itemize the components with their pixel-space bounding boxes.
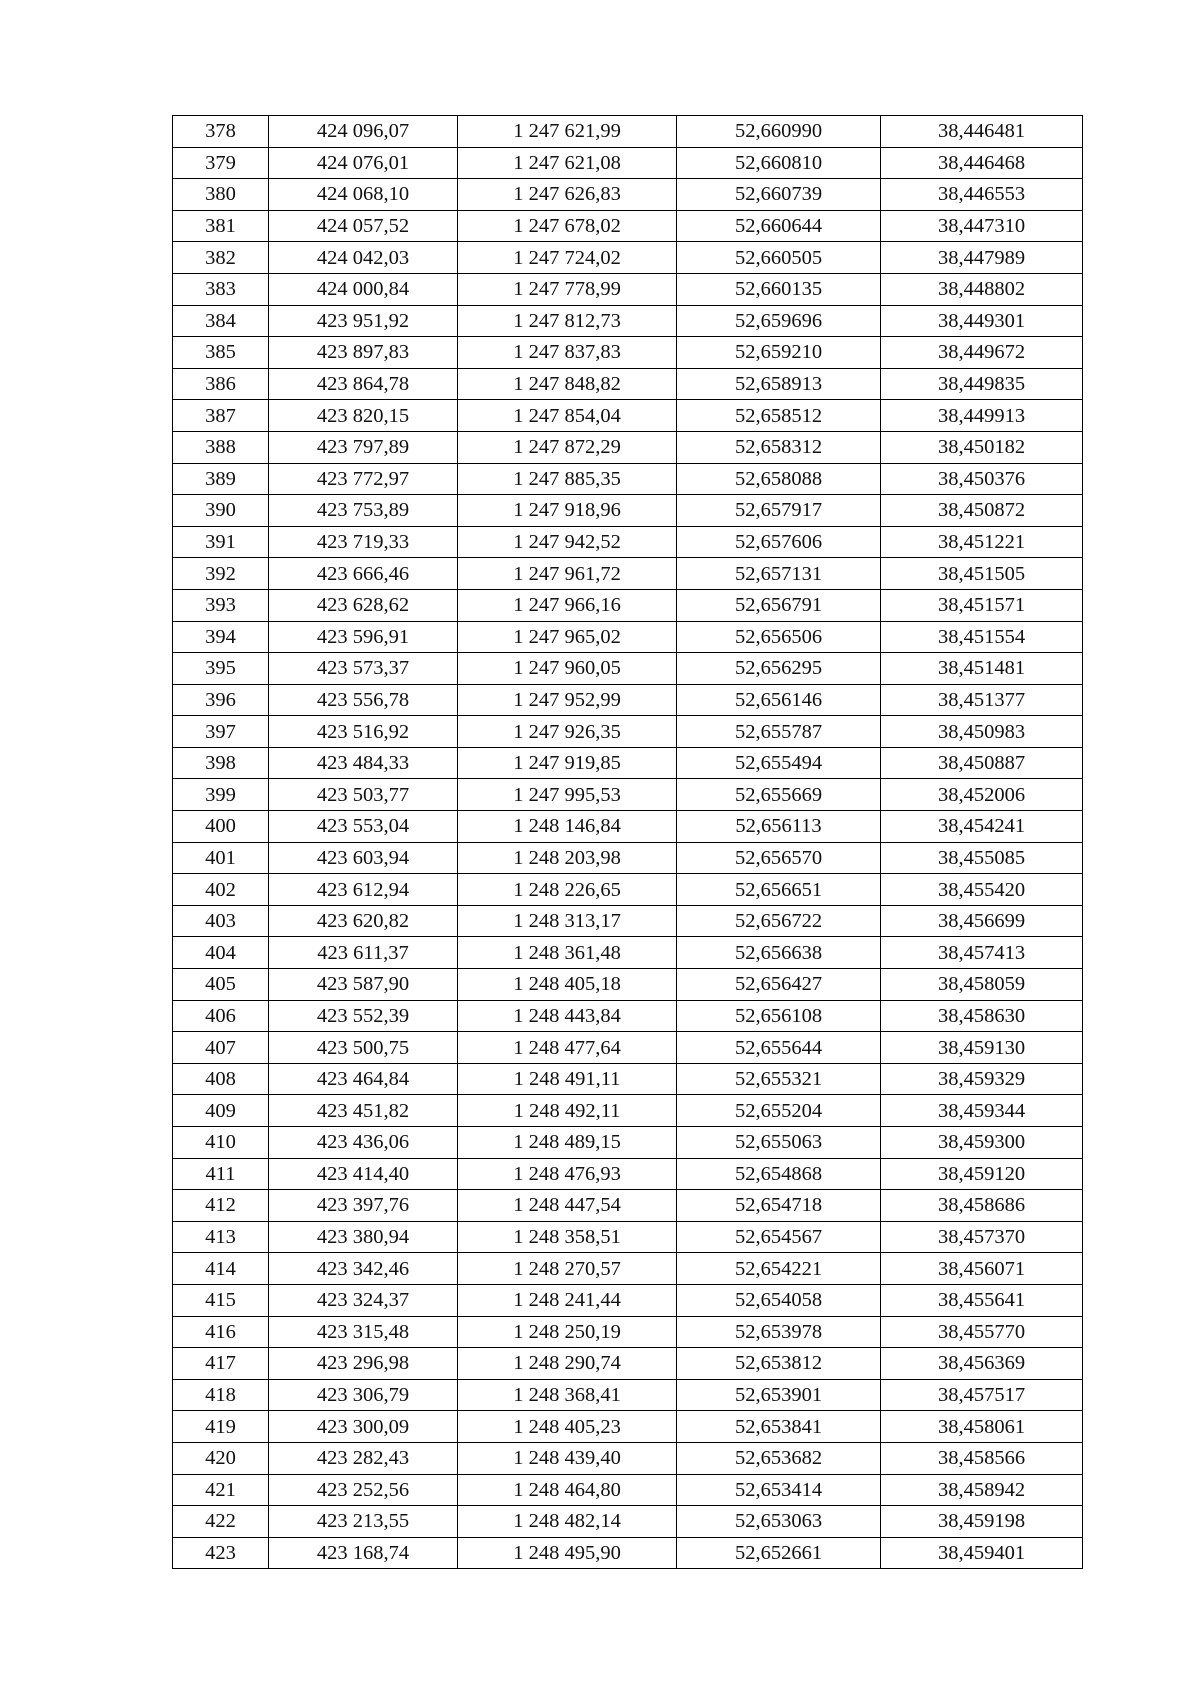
y-coordinate-cell: 1 247 952,99	[458, 684, 677, 716]
table-row	[173, 273, 1083, 305]
latitude-cell: 52,656651	[677, 874, 881, 906]
latitude-cell: 52,660739	[677, 179, 881, 211]
longitude-cell: 38,458686	[881, 1190, 1083, 1222]
longitude-cell: 38,459130	[881, 1032, 1083, 1064]
y-coordinate-cell: 1 247 626,83	[458, 179, 677, 211]
table-row	[173, 1000, 1083, 1032]
latitude-cell: 52,654718	[677, 1190, 881, 1222]
x-coordinate-cell: 424 068,10	[269, 179, 458, 211]
longitude-cell: 38,459329	[881, 1063, 1083, 1095]
longitude-cell: 38,456699	[881, 905, 1083, 937]
point-number-cell: 385	[173, 337, 269, 369]
table-row	[173, 747, 1083, 779]
table-row	[173, 905, 1083, 937]
table-row	[173, 653, 1083, 685]
x-coordinate-cell: 423 628,62	[269, 589, 458, 621]
table-row	[173, 1474, 1083, 1506]
y-coordinate-cell: 1 248 290,74	[458, 1348, 677, 1380]
latitude-cell: 52,653901	[677, 1379, 881, 1411]
y-coordinate-cell: 1 248 477,64	[458, 1032, 677, 1064]
point-number-cell: 395	[173, 653, 269, 685]
table-row	[173, 526, 1083, 558]
latitude-cell: 52,655204	[677, 1095, 881, 1127]
table-row	[173, 779, 1083, 811]
latitude-cell: 52,658088	[677, 463, 881, 495]
point-number-cell: 412	[173, 1190, 269, 1222]
point-number-cell: 383	[173, 273, 269, 305]
longitude-cell: 38,451377	[881, 684, 1083, 716]
table-row	[173, 305, 1083, 337]
x-coordinate-cell: 423 282,43	[269, 1442, 458, 1474]
x-coordinate-cell: 423 772,97	[269, 463, 458, 495]
x-coordinate-cell: 423 252,56	[269, 1474, 458, 1506]
point-number-cell: 421	[173, 1474, 269, 1506]
table-row	[173, 558, 1083, 590]
point-number-cell: 387	[173, 400, 269, 432]
table-row	[173, 1032, 1083, 1064]
latitude-cell: 52,658512	[677, 400, 881, 432]
y-coordinate-cell: 1 247 942,52	[458, 526, 677, 558]
point-number-cell: 407	[173, 1032, 269, 1064]
table-row	[173, 842, 1083, 874]
point-number-cell: 378	[173, 116, 269, 148]
latitude-cell: 52,656427	[677, 969, 881, 1001]
x-coordinate-cell: 423 306,79	[269, 1379, 458, 1411]
table-row	[173, 1095, 1083, 1127]
latitude-cell: 52,655494	[677, 747, 881, 779]
point-number-cell: 384	[173, 305, 269, 337]
latitude-cell: 52,653414	[677, 1474, 881, 1506]
latitude-cell: 52,655063	[677, 1127, 881, 1159]
longitude-cell: 38,458942	[881, 1474, 1083, 1506]
point-number-cell: 382	[173, 242, 269, 274]
latitude-cell: 52,660505	[677, 242, 881, 274]
latitude-cell: 52,660644	[677, 210, 881, 242]
point-number-cell: 399	[173, 779, 269, 811]
latitude-cell: 52,658312	[677, 431, 881, 463]
table-row	[173, 431, 1083, 463]
longitude-cell: 38,451571	[881, 589, 1083, 621]
table-row	[173, 1221, 1083, 1253]
table-row	[173, 874, 1083, 906]
y-coordinate-cell: 1 248 203,98	[458, 842, 677, 874]
y-coordinate-cell: 1 248 482,14	[458, 1506, 677, 1538]
latitude-cell: 52,659210	[677, 337, 881, 369]
point-number-cell: 389	[173, 463, 269, 495]
y-coordinate-cell: 1 248 241,44	[458, 1284, 677, 1316]
x-coordinate-cell: 423 213,55	[269, 1506, 458, 1538]
table-row	[173, 1379, 1083, 1411]
table-row	[173, 242, 1083, 274]
longitude-cell: 38,459401	[881, 1537, 1083, 1569]
table-row	[173, 1127, 1083, 1159]
coordinates-table	[172, 115, 1083, 1569]
point-number-cell: 414	[173, 1253, 269, 1285]
table-row	[173, 210, 1083, 242]
y-coordinate-cell: 1 247 960,05	[458, 653, 677, 685]
x-coordinate-cell: 423 603,94	[269, 842, 458, 874]
table-row	[173, 1190, 1083, 1222]
x-coordinate-cell: 423 620,82	[269, 905, 458, 937]
latitude-cell: 52,653682	[677, 1442, 881, 1474]
table-row	[173, 463, 1083, 495]
longitude-cell: 38,449835	[881, 368, 1083, 400]
longitude-cell: 38,455770	[881, 1316, 1083, 1348]
y-coordinate-cell: 1 248 489,15	[458, 1127, 677, 1159]
x-coordinate-cell: 424 000,84	[269, 273, 458, 305]
x-coordinate-cell: 423 897,83	[269, 337, 458, 369]
longitude-cell: 38,454241	[881, 811, 1083, 843]
y-coordinate-cell: 1 248 443,84	[458, 1000, 677, 1032]
point-number-cell: 404	[173, 937, 269, 969]
point-number-cell: 409	[173, 1095, 269, 1127]
x-coordinate-cell: 423 414,40	[269, 1158, 458, 1190]
y-coordinate-cell: 1 247 621,99	[458, 116, 677, 148]
point-number-cell: 402	[173, 874, 269, 906]
y-coordinate-cell: 1 248 250,19	[458, 1316, 677, 1348]
point-number-cell: 410	[173, 1127, 269, 1159]
latitude-cell: 52,657917	[677, 495, 881, 527]
table-row	[173, 1284, 1083, 1316]
point-number-cell: 406	[173, 1000, 269, 1032]
table-row	[173, 495, 1083, 527]
point-number-cell: 403	[173, 905, 269, 937]
x-coordinate-cell: 423 596,91	[269, 621, 458, 653]
y-coordinate-cell: 1 247 621,08	[458, 147, 677, 179]
point-number-cell: 416	[173, 1316, 269, 1348]
x-coordinate-cell: 423 397,76	[269, 1190, 458, 1222]
longitude-cell: 38,447989	[881, 242, 1083, 274]
longitude-cell: 38,450376	[881, 463, 1083, 495]
x-coordinate-cell: 423 797,89	[269, 431, 458, 463]
point-number-cell: 392	[173, 558, 269, 590]
latitude-cell: 52,654567	[677, 1221, 881, 1253]
latitude-cell: 52,655321	[677, 1063, 881, 1095]
table-row	[173, 1506, 1083, 1538]
point-number-cell: 400	[173, 811, 269, 843]
x-coordinate-cell: 423 552,39	[269, 1000, 458, 1032]
x-coordinate-cell: 423 315,48	[269, 1316, 458, 1348]
longitude-cell: 38,451481	[881, 653, 1083, 685]
table-row	[173, 116, 1083, 148]
x-coordinate-cell: 423 484,33	[269, 747, 458, 779]
longitude-cell: 38,459300	[881, 1127, 1083, 1159]
latitude-cell: 52,655787	[677, 716, 881, 748]
point-number-cell: 381	[173, 210, 269, 242]
latitude-cell: 52,653841	[677, 1411, 881, 1443]
longitude-cell: 38,455420	[881, 874, 1083, 906]
point-number-cell: 423	[173, 1537, 269, 1569]
latitude-cell: 52,656791	[677, 589, 881, 621]
table-row	[173, 937, 1083, 969]
longitude-cell: 38,458566	[881, 1442, 1083, 1474]
longitude-cell: 38,446481	[881, 116, 1083, 148]
table-row	[173, 400, 1083, 432]
longitude-cell: 38,455085	[881, 842, 1083, 874]
latitude-cell: 52,653978	[677, 1316, 881, 1348]
table-row	[173, 179, 1083, 211]
x-coordinate-cell: 423 503,77	[269, 779, 458, 811]
y-coordinate-cell: 1 248 464,80	[458, 1474, 677, 1506]
point-number-cell: 397	[173, 716, 269, 748]
table-row	[173, 1348, 1083, 1380]
x-coordinate-cell: 424 057,52	[269, 210, 458, 242]
point-number-cell: 420	[173, 1442, 269, 1474]
y-coordinate-cell: 1 247 919,85	[458, 747, 677, 779]
x-coordinate-cell: 423 820,15	[269, 400, 458, 432]
x-coordinate-cell: 423 436,06	[269, 1127, 458, 1159]
x-coordinate-cell: 423 587,90	[269, 969, 458, 1001]
x-coordinate-cell: 423 516,92	[269, 716, 458, 748]
x-coordinate-cell: 423 464,84	[269, 1063, 458, 1095]
y-coordinate-cell: 1 247 995,53	[458, 779, 677, 811]
y-coordinate-cell: 1 247 918,96	[458, 495, 677, 527]
longitude-cell: 38,457517	[881, 1379, 1083, 1411]
latitude-cell: 52,655669	[677, 779, 881, 811]
longitude-cell: 38,458061	[881, 1411, 1083, 1443]
point-number-cell: 419	[173, 1411, 269, 1443]
x-coordinate-cell: 423 753,89	[269, 495, 458, 527]
y-coordinate-cell: 1 248 226,65	[458, 874, 677, 906]
point-number-cell: 398	[173, 747, 269, 779]
longitude-cell: 38,450182	[881, 431, 1083, 463]
longitude-cell: 38,459120	[881, 1158, 1083, 1190]
table-row	[173, 1158, 1083, 1190]
latitude-cell: 52,656146	[677, 684, 881, 716]
table-row	[173, 589, 1083, 621]
x-coordinate-cell: 423 451,82	[269, 1095, 458, 1127]
longitude-cell: 38,450872	[881, 495, 1083, 527]
point-number-cell: 415	[173, 1284, 269, 1316]
latitude-cell: 52,660990	[677, 116, 881, 148]
y-coordinate-cell: 1 248 405,23	[458, 1411, 677, 1443]
x-coordinate-cell: 423 611,37	[269, 937, 458, 969]
latitude-cell: 52,660135	[677, 273, 881, 305]
latitude-cell: 52,654868	[677, 1158, 881, 1190]
x-coordinate-cell: 424 076,01	[269, 147, 458, 179]
table-row	[173, 147, 1083, 179]
x-coordinate-cell: 423 300,09	[269, 1411, 458, 1443]
latitude-cell: 52,656570	[677, 842, 881, 874]
x-coordinate-cell: 423 556,78	[269, 684, 458, 716]
point-number-cell: 411	[173, 1158, 269, 1190]
point-number-cell: 391	[173, 526, 269, 558]
table-row	[173, 1063, 1083, 1095]
table-row	[173, 1442, 1083, 1474]
coordinates-table-body	[173, 116, 1083, 1569]
x-coordinate-cell: 423 342,46	[269, 1253, 458, 1285]
point-number-cell: 413	[173, 1221, 269, 1253]
point-number-cell: 422	[173, 1506, 269, 1538]
longitude-cell: 38,451554	[881, 621, 1083, 653]
latitude-cell: 52,658913	[677, 368, 881, 400]
longitude-cell: 38,455641	[881, 1284, 1083, 1316]
longitude-cell: 38,459198	[881, 1506, 1083, 1538]
y-coordinate-cell: 1 248 405,18	[458, 969, 677, 1001]
y-coordinate-cell: 1 248 313,17	[458, 905, 677, 937]
point-number-cell: 390	[173, 495, 269, 527]
latitude-cell: 52,653063	[677, 1506, 881, 1538]
x-coordinate-cell: 423 500,75	[269, 1032, 458, 1064]
longitude-cell: 38,451221	[881, 526, 1083, 558]
y-coordinate-cell: 1 247 926,35	[458, 716, 677, 748]
y-coordinate-cell: 1 247 837,83	[458, 337, 677, 369]
longitude-cell: 38,456369	[881, 1348, 1083, 1380]
y-coordinate-cell: 1 247 778,99	[458, 273, 677, 305]
longitude-cell: 38,450983	[881, 716, 1083, 748]
longitude-cell: 38,451505	[881, 558, 1083, 590]
longitude-cell: 38,448802	[881, 273, 1083, 305]
point-number-cell: 417	[173, 1348, 269, 1380]
point-number-cell: 380	[173, 179, 269, 211]
y-coordinate-cell: 1 247 848,82	[458, 368, 677, 400]
y-coordinate-cell: 1 247 678,02	[458, 210, 677, 242]
y-coordinate-cell: 1 247 812,73	[458, 305, 677, 337]
latitude-cell: 52,652661	[677, 1537, 881, 1569]
y-coordinate-cell: 1 248 447,54	[458, 1190, 677, 1222]
latitude-cell: 52,653812	[677, 1348, 881, 1380]
y-coordinate-cell: 1 248 491,11	[458, 1063, 677, 1095]
longitude-cell: 38,457413	[881, 937, 1083, 969]
longitude-cell: 38,458059	[881, 969, 1083, 1001]
point-number-cell: 418	[173, 1379, 269, 1411]
y-coordinate-cell: 1 247 854,04	[458, 400, 677, 432]
x-coordinate-cell: 423 864,78	[269, 368, 458, 400]
point-number-cell: 388	[173, 431, 269, 463]
point-number-cell: 401	[173, 842, 269, 874]
y-coordinate-cell: 1 247 966,16	[458, 589, 677, 621]
y-coordinate-cell: 1 248 368,41	[458, 1379, 677, 1411]
latitude-cell: 52,656722	[677, 905, 881, 937]
y-coordinate-cell: 1 248 146,84	[458, 811, 677, 843]
y-coordinate-cell: 1 248 270,57	[458, 1253, 677, 1285]
x-coordinate-cell: 423 666,46	[269, 558, 458, 590]
table-row	[173, 368, 1083, 400]
table-row	[173, 969, 1083, 1001]
latitude-cell: 52,657131	[677, 558, 881, 590]
latitude-cell: 52,656295	[677, 653, 881, 685]
longitude-cell: 38,450887	[881, 747, 1083, 779]
y-coordinate-cell: 1 248 492,11	[458, 1095, 677, 1127]
latitude-cell: 52,660810	[677, 147, 881, 179]
y-coordinate-cell: 1 248 439,40	[458, 1442, 677, 1474]
y-coordinate-cell: 1 248 476,93	[458, 1158, 677, 1190]
latitude-cell: 52,656113	[677, 811, 881, 843]
x-coordinate-cell: 423 573,37	[269, 653, 458, 685]
y-coordinate-cell: 1 247 872,29	[458, 431, 677, 463]
latitude-cell: 52,656638	[677, 937, 881, 969]
x-coordinate-cell: 423 168,74	[269, 1537, 458, 1569]
longitude-cell: 38,456071	[881, 1253, 1083, 1285]
latitude-cell: 52,656108	[677, 1000, 881, 1032]
y-coordinate-cell: 1 247 724,02	[458, 242, 677, 274]
x-coordinate-cell: 423 553,04	[269, 811, 458, 843]
point-number-cell: 408	[173, 1063, 269, 1095]
x-coordinate-cell: 424 042,03	[269, 242, 458, 274]
table-row	[173, 1253, 1083, 1285]
table-row	[173, 684, 1083, 716]
x-coordinate-cell: 423 951,92	[269, 305, 458, 337]
x-coordinate-cell: 423 324,37	[269, 1284, 458, 1316]
y-coordinate-cell: 1 247 961,72	[458, 558, 677, 590]
longitude-cell: 38,449301	[881, 305, 1083, 337]
longitude-cell: 38,457370	[881, 1221, 1083, 1253]
y-coordinate-cell: 1 247 965,02	[458, 621, 677, 653]
y-coordinate-cell: 1 247 885,35	[458, 463, 677, 495]
point-number-cell: 393	[173, 589, 269, 621]
table-row	[173, 1537, 1083, 1569]
latitude-cell: 52,656506	[677, 621, 881, 653]
longitude-cell: 38,449913	[881, 400, 1083, 432]
x-coordinate-cell: 423 380,94	[269, 1221, 458, 1253]
latitude-cell: 52,659696	[677, 305, 881, 337]
latitude-cell: 52,655644	[677, 1032, 881, 1064]
table-row	[173, 811, 1083, 843]
point-number-cell: 405	[173, 969, 269, 1001]
longitude-cell: 38,446468	[881, 147, 1083, 179]
point-number-cell: 386	[173, 368, 269, 400]
x-coordinate-cell: 423 296,98	[269, 1348, 458, 1380]
y-coordinate-cell: 1 248 358,51	[458, 1221, 677, 1253]
table-row	[173, 716, 1083, 748]
point-number-cell: 379	[173, 147, 269, 179]
point-number-cell: 394	[173, 621, 269, 653]
longitude-cell: 38,452006	[881, 779, 1083, 811]
table-row	[173, 621, 1083, 653]
longitude-cell: 38,446553	[881, 179, 1083, 211]
table-row	[173, 1411, 1083, 1443]
latitude-cell: 52,657606	[677, 526, 881, 558]
y-coordinate-cell: 1 248 495,90	[458, 1537, 677, 1569]
y-coordinate-cell: 1 248 361,48	[458, 937, 677, 969]
table-row	[173, 1316, 1083, 1348]
x-coordinate-cell: 423 612,94	[269, 874, 458, 906]
longitude-cell: 38,447310	[881, 210, 1083, 242]
table-row	[173, 337, 1083, 369]
latitude-cell: 52,654058	[677, 1284, 881, 1316]
latitude-cell: 52,654221	[677, 1253, 881, 1285]
longitude-cell: 38,459344	[881, 1095, 1083, 1127]
longitude-cell: 38,458630	[881, 1000, 1083, 1032]
point-number-cell: 396	[173, 684, 269, 716]
x-coordinate-cell: 424 096,07	[269, 116, 458, 148]
longitude-cell: 38,449672	[881, 337, 1083, 369]
x-coordinate-cell: 423 719,33	[269, 526, 458, 558]
